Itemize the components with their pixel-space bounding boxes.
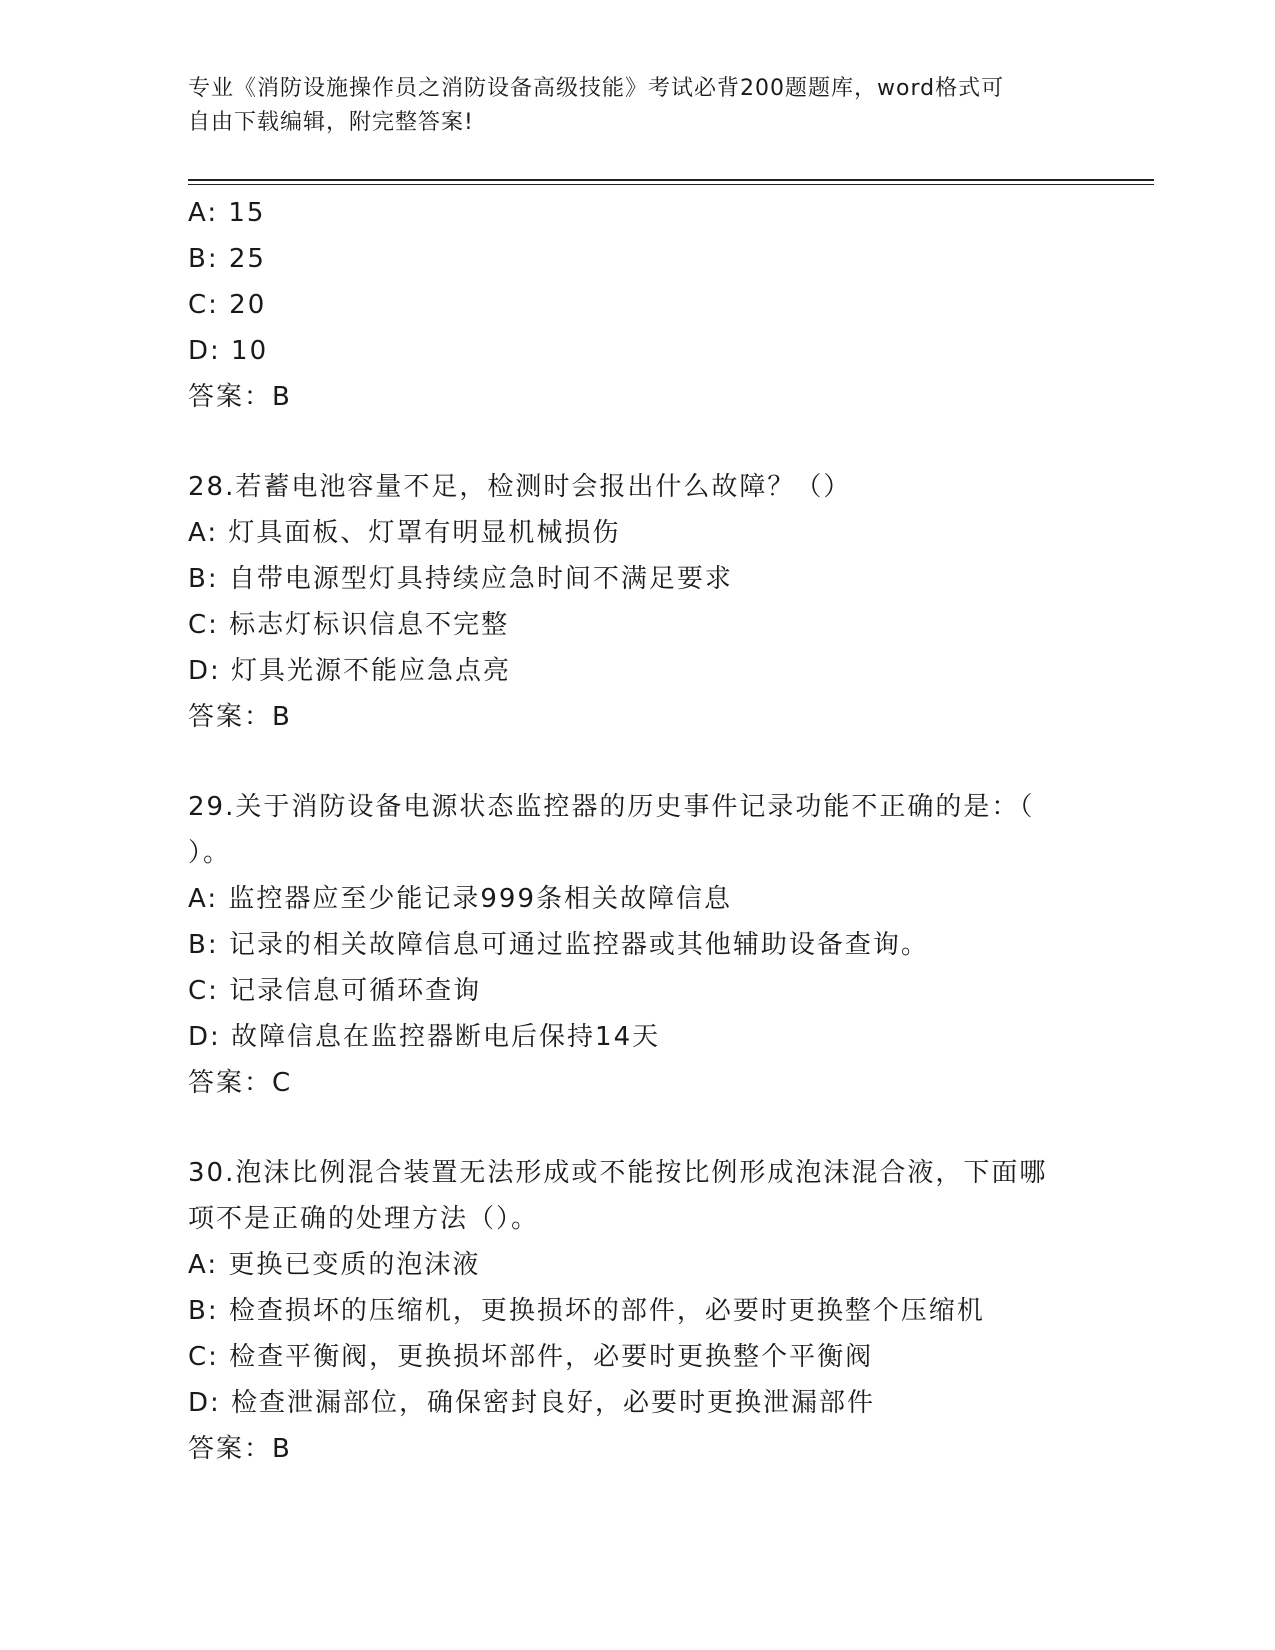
option-a: A: 监控器应至少能记录999条相关故障信息 [188,884,732,914]
question-block-27 [188,190,1088,420]
option-b: B: 25 [188,244,266,274]
answer-label: 答案：C [188,1068,293,1098]
question-text-line-2: ）。 [188,838,232,868]
option-c: C: 标志灯标识信息不完整 [188,610,510,640]
option-d: D: 10 [188,336,269,366]
answer-label: 答案：B [188,702,292,732]
option-c: C: 20 [188,290,267,320]
option-b: B: 自带电源型灯具持续应急时间不满足要求 [188,564,733,594]
question-block-29 [188,784,1088,1106]
question-text-line-1: 29.关于消防设备电源状态监控器的历史事件记录功能不正确的是：（ [188,792,1035,822]
option-d: D: 灯具光源不能应急点亮 [188,656,512,686]
header-divider-thin [188,184,1154,185]
spacer [188,420,1088,464]
question-text-line-2: 项不是正确的处理方法（）。 [188,1204,540,1234]
question-block-30 [188,1150,1088,1472]
question-list [188,190,1088,1472]
document-header [188,72,1068,140]
option-a: A: 15 [188,198,266,228]
header-line-2: 自由下载编辑，附完整答案! [188,110,474,135]
option-a: A: 灯具面板、灯罩有明显机械损伤 [188,518,621,548]
option-d: D: 检查泄漏部位，确保密封良好，必要时更换泄漏部件 [188,1388,876,1418]
spacer [188,1106,1088,1150]
header-divider-thick [188,179,1154,181]
answer-label: 答案：B [188,1434,292,1464]
option-d: D: 故障信息在监控器断电后保持14天 [188,1022,661,1052]
question-text-line-1: 30.泡沫比例混合装置无法形成或不能按比例形成泡沫混合液，下面哪 [188,1158,1048,1188]
option-c: C: 检查平衡阀，更换损坏部件，必要时更换整个平衡阀 [188,1342,874,1372]
answer-label: 答案：B [188,382,292,412]
option-b: B: 记录的相关故障信息可通过监控器或其他辅助设备查询。 [188,930,929,960]
question-block-28 [188,464,1088,740]
spacer [188,740,1088,784]
option-a: A: 更换已变质的泡沫液 [188,1250,481,1280]
question-text: 28.若蓄电池容量不足，检测时会报出什么故障？（） [188,472,852,502]
option-c: C: 记录信息可循环查询 [188,976,482,1006]
option-b: B: 检查损坏的压缩机，更换损坏的部件，必要时更换整个压缩机 [188,1296,985,1326]
header-line-1: 专业《消防设施操作员之消防设备高级技能》考试必背200题题库，word格式可 [188,76,1005,101]
